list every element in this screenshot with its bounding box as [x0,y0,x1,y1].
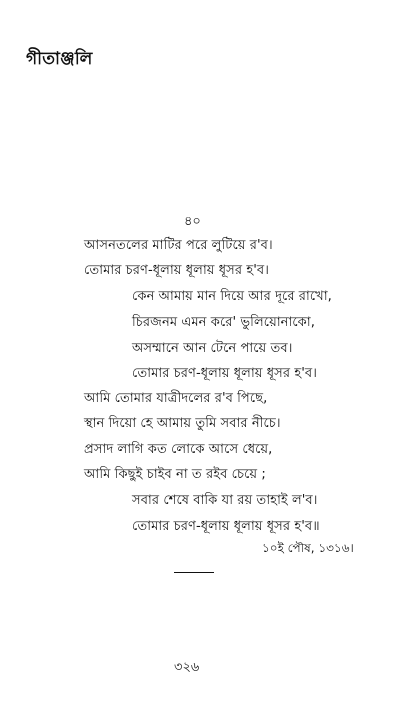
poem-line: প্রসাদ লাগি কত লোকে আসে ধেয়ে, [84,442,273,457]
poem-line: চিরজনম এমন করে' ভুলিয়োনাকো, [132,315,315,330]
poem-number: ৪০ [184,214,201,229]
poem-date: ১০ই পৌষ, ১৩১৬। [262,541,354,555]
page-number: ৩২৬ [174,660,200,675]
poem-line: আমি কিছুই চাইব না ত রইব চেয়ে ; [84,467,266,482]
poem-line: তোমার চরণ-ধূলায় ধূলায় ধূসর হ'ব। [132,366,317,381]
poem-line: কেন আমায় মান দিয়ে আর দূরে রাখো, [132,289,332,304]
poem-line: তোমার চরণ-ধূলায় ধূলায় ধূসর হ'ব॥ [132,519,320,534]
section-divider [174,572,214,573]
poem-line: আসনতলের মাটির পরে লুটিয়ে র'ব। [84,238,273,253]
poem-line: আমি তোমার যাত্রীদলের র'ব পিছে, [84,391,268,406]
poem-line: তোমার চরণ-ধূলায় ধূলায় ধূসর হ'ব। [84,263,269,278]
running-header: গীতাঞ্জলি [26,49,93,69]
poem-line: সবার শেষে বাকি যা রয় তাহাই ল'ব। [132,493,318,508]
poem-line: অসম্মানে আন টেনে পায়ে তব। [132,341,293,356]
poem-line: স্থান দিয়ো হে আমায় তুমি সবার নীচে। [84,416,281,431]
